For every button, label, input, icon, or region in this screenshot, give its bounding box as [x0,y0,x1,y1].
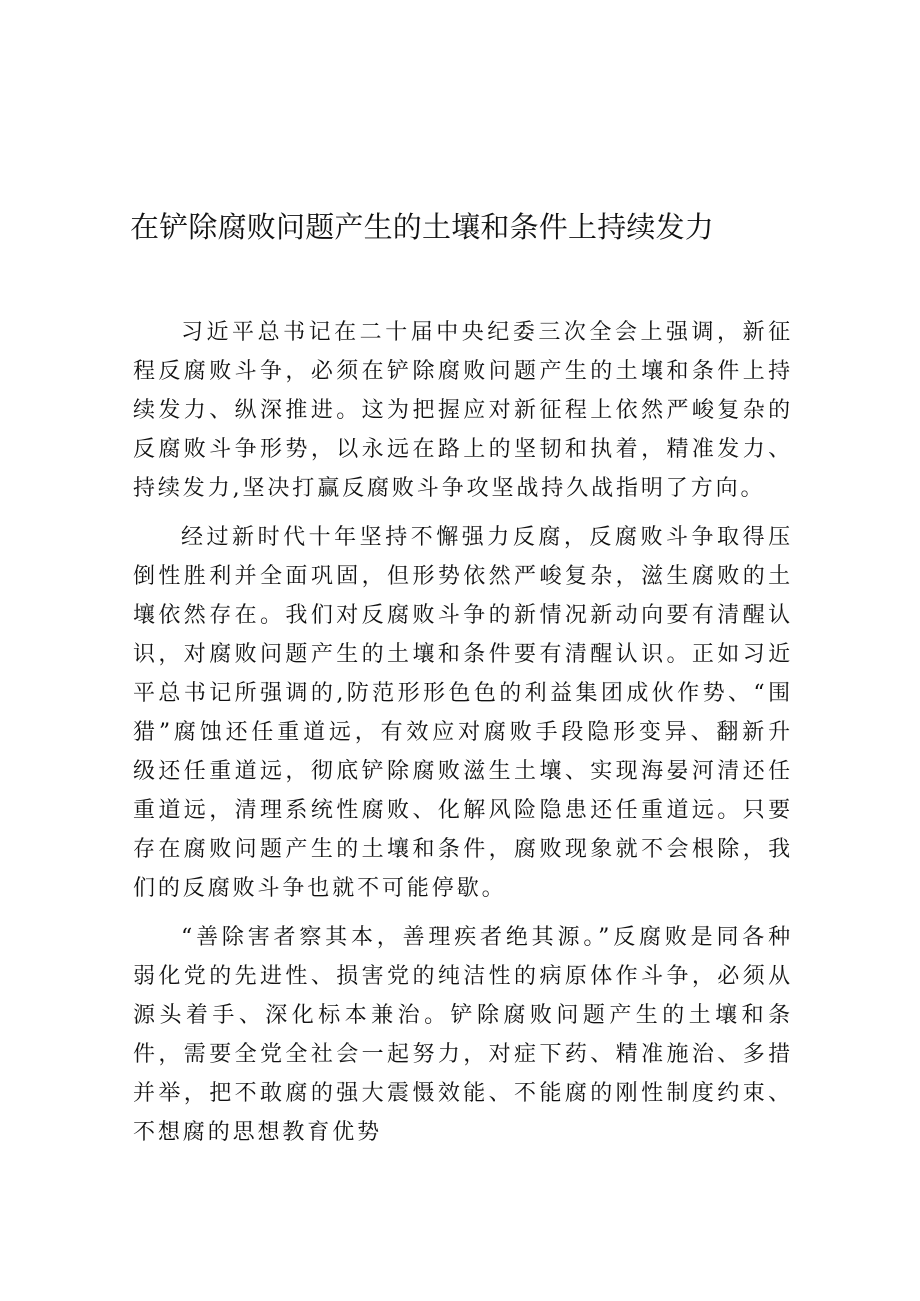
article-body [133,313,793,1162]
paragraph-1: 习近平总书记在二十届中央纪委三次全会上强调，新征程反腐败斗争，必须在铲除腐败问题产生的土壤和条件上持续发力、纵深推进。这为把握应对新征程上依然严峻复杂的反腐败斗争形势，以永远在路上的坚韧和执着，精准发力、持续发力,坚决打赢反腐败斗争攻坚战持久战指明了方向。 [133,320,793,501]
page-title: 在铲除腐败问题产生的土壤和条件上持续发力 [130,210,715,244]
paragraph-3: “善除害者察其本，善理疾者绝其源。”反腐败是同各种弱化党的先进性、损害党的纯洁性的病原体作斗争，必须从源头着手、深化标本兼治。铲除腐败问题产生的土壤和条件，需要全党全社会一起努力，对症下药、精准施治、多措并举，把不敢腐的强大震慑效能、不能腐的刚性制度约束、不想腐的思想教育优势 [133,925,793,1145]
paragraph-2: 经过新时代十年坚持不懈强力反腐，反腐败斗争取得压倒性胜利并全面巩固，但形势依然严峻复杂，滋生腐败的土壤依然存在。我们对反腐败斗争的新情况新动向要有清醒认识，对腐败问题产生的土壤和条件要有清醒认识。正如习近平总书记所强调的,防范形形色色的利益集团成伙作势、“围猎”腐蚀还任重道远，有效应对腐败手段隐形变异、翻新升级还任重道远，彻底铲除腐败滋生土壤、实现海晏河清还任重道远，清理系统性腐败、化解风险隐患还任重道远。只要存在腐败问题产生的土壤和条件，腐败现象就不会根除，我们的反腐败斗争也就不可能停歇。 [133,525,793,901]
